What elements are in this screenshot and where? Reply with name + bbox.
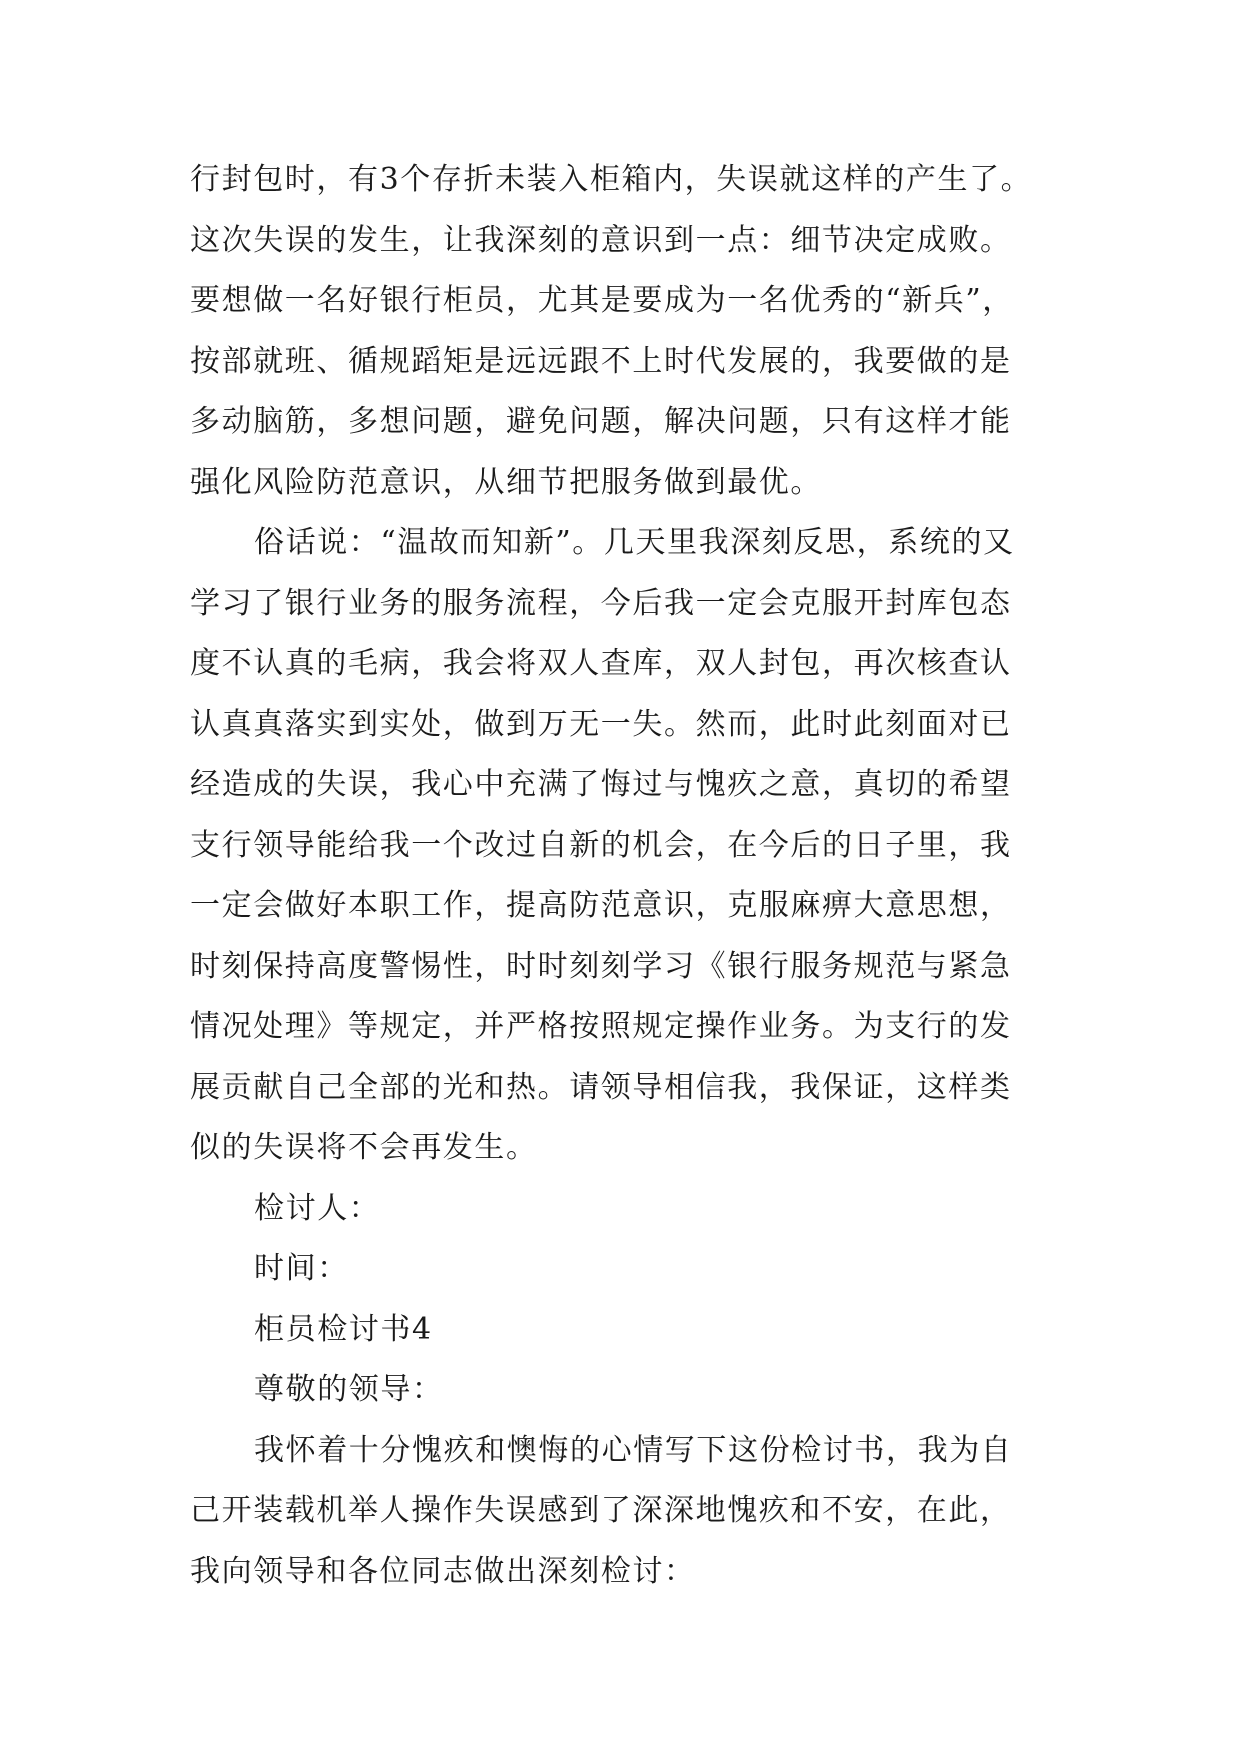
document-body [190,150,1070,1602]
text-line: 我向领导和各位同志做出深刻检讨： [190,1553,696,1589]
text-line: 己开装载机举人操作失误感到了深深地愧疚和不安，在此， [190,1493,1012,1528]
text-line: 展贡献自己全部的光和热。请领导相信我，我保证，这样类 [190,1069,1012,1105]
signature-label: 检讨人： [254,1190,381,1226]
text-line: 学习了银行业务的服务流程，今后我一定会克服开封库包态 [190,585,1012,621]
text-line: 一定会做好本职工作，提高防范意识，克服麻痹大意思想， [190,888,1012,923]
text-line: 认真真落实到实处，做到万无一失。然而，此时此刻面对已 [190,706,1012,742]
text-line: 时刻保持高度警惕性，时时刻刻学习《银行服务规范与紧急 [190,948,1012,984]
text-line: 要想做一名好银行柜员，尤其是要成为一名优秀的“新兵”， [190,283,1014,318]
paragraph-start-line: 我怀着十分愧疚和懊悔的心情写下这份检讨书，我为自 [254,1432,1013,1468]
text-line: 情况处理》等规定，并严格按照规定操作业务。为支行的发 [190,1009,1012,1044]
text-line: 经造成的失误，我心中充满了悔过与愧疚之意，真切的希望 [190,767,1012,802]
date-label: 时间： [254,1251,349,1286]
text-line: 似的失误将不会再发生。 [190,1130,538,1165]
section-title: 柜员检讨书4 [254,1311,433,1347]
text-line: 支行领导能给我一个改过自新的机会，在今后的日子里，我 [190,827,1012,863]
text-line: 按部就班、循规蹈矩是远远跟不上时代发展的，我要做的是 [190,343,1012,379]
text-line: 强化风险防范意识，从细节把服务做到最优。 [190,464,822,500]
text-line: 行封包时，有3个存折未装入柜箱内，失误就这样的产生了。 [190,162,1033,197]
salutation: 尊敬的领导： [254,1372,444,1407]
text-line: 多动脑筋，多想问题，避免问题，解决问题，只有这样才能 [190,404,1012,439]
text-line: 这次失误的发生，让我深刻的意识到一点：细节决定成败。 [190,222,1012,258]
paragraph-start-line: 俗话说：“温故而知新”。几天里我深刻反思，系统的又 [254,525,1015,560]
text-line: 度不认真的毛病，我会将双人查库，双人封包，再次核查认 [190,646,1012,681]
